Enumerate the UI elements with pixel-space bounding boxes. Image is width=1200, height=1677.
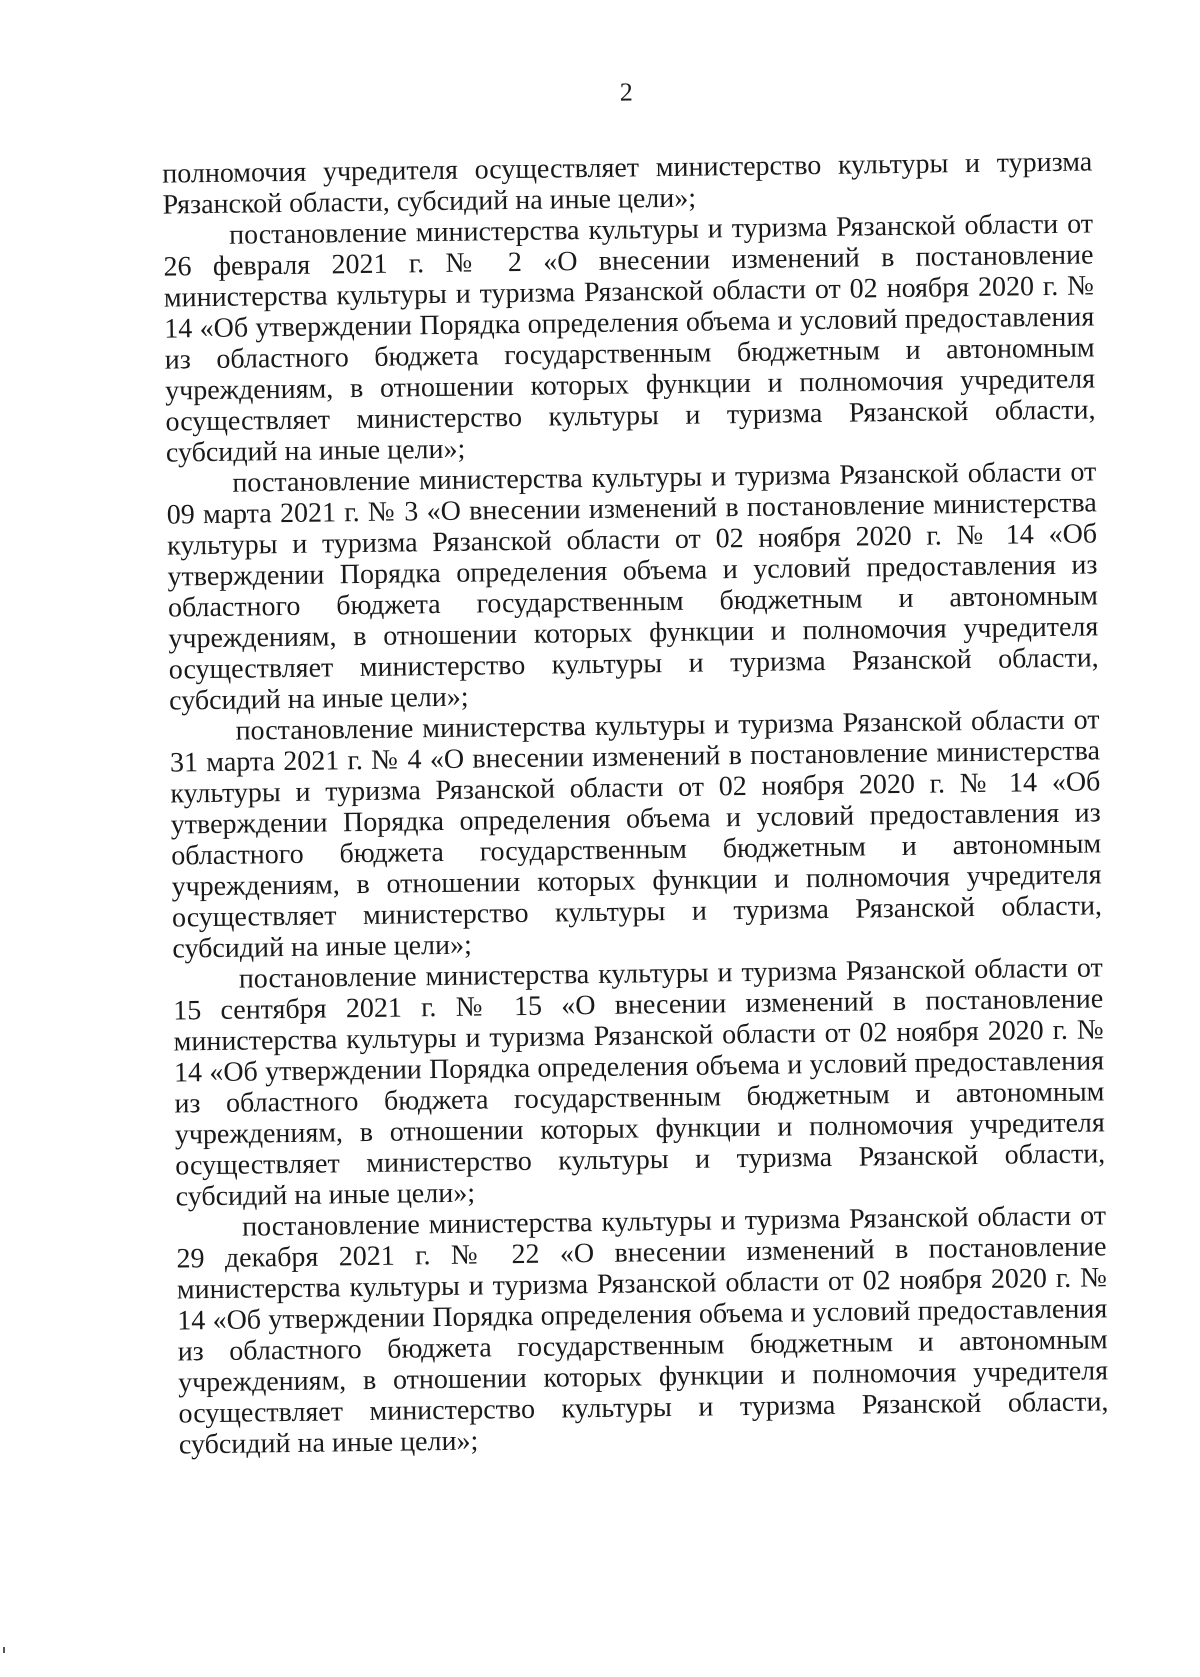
paragraph-resolution-no4: постановление министерства культуры и туризма Рязанской области от 31 марта 2021 г. № 4 «О внесении изменений в постановление министерства культуры и туризма Рязанской области от 02 ноября 2020 г. № 14 «Об утверждении Порядка определения объема и условий предоставления из областного бюджета государственным бюджетным и автономным учреждениям, в отношении которых функции и полномочия учредителя осуществляет министерство культуры и туризма Рязанской области, субсидий на иные цели»; xyxy=(169,704,1103,965)
scanned-text-block xyxy=(161,54,1110,1516)
paragraph-resolution-no2: постановление министерства культуры и туризма Рязанской области от 26 февраля 2021 г. № 2 «О внесении изменений в постановление министерства культуры и туризма Рязанской области от 02 ноября 2020 г. № 14 «Об утверждении Порядка определения объема и условий предоставления из областного бюджета государственным бюджетным и автономным учреждениям, в отношении которых функции и полномочия учредителя осуществляет министерство культуры и туризма Рязанской области, субсидий на иные цели»; xyxy=(163,208,1096,469)
paragraph-continuation: полномочия учредителя осуществляет министерство культуры и туризма Рязанской области, субсидий на иные цели»; xyxy=(162,146,1093,221)
page-number: 2 xyxy=(619,77,633,107)
scan-speck xyxy=(3,1647,5,1653)
paragraph-resolution-no22: постановление министерства культуры и туризма Рязанской области от 29 декабря 2021 г. № 22 «О внесении изменений в постановление министерства культуры и туризма Рязанской области от 02 ноября 2020 г. № 14 «Об утверждении Порядка определения объема и условий предоставления из областного бюджета государственным бюджетным и автономным учреждениям, в отношении которых функции и полномочия учредителя осуществляет министерство культуры и туризма Рязанской области, субсидий на иные цели»; xyxy=(176,1200,1109,1461)
paragraph-resolution-no3: постановление министерства культуры и туризма Рязанской области от 09 марта 2021 г. № 3 «О внесении изменений в постановление министерства культуры и туризма Рязанской области от 02 ноября 2020 г. № 14 «Об утверждении Порядка определения объема и условий предоставления из областного бюджета государственным бюджетным и автономным учреждениям, в отношении которых функции и полномочия учредителя осуществляет министерство культуры и туризма Рязанской области, субсидий на иные цели»; xyxy=(166,456,1099,717)
paragraph-resolution-no15: постановление министерства культуры и туризма Рязанской области от 15 сентября 2021 г. № 15 «О внесении изменений в постановление министерства культуры и туризма Рязанской области от 02 ноября 2020 г. № 14 «Об утверждении Порядка определения объема и условий предоставления из областного бюджета государственным бюджетным и автономным учреждениям, в отношении которых функции и полномочия учредителя осуществляет министерство культуры и туризма Рязанской области, субсидий на иные цели»; xyxy=(173,952,1106,1213)
body-text xyxy=(162,146,1109,1460)
